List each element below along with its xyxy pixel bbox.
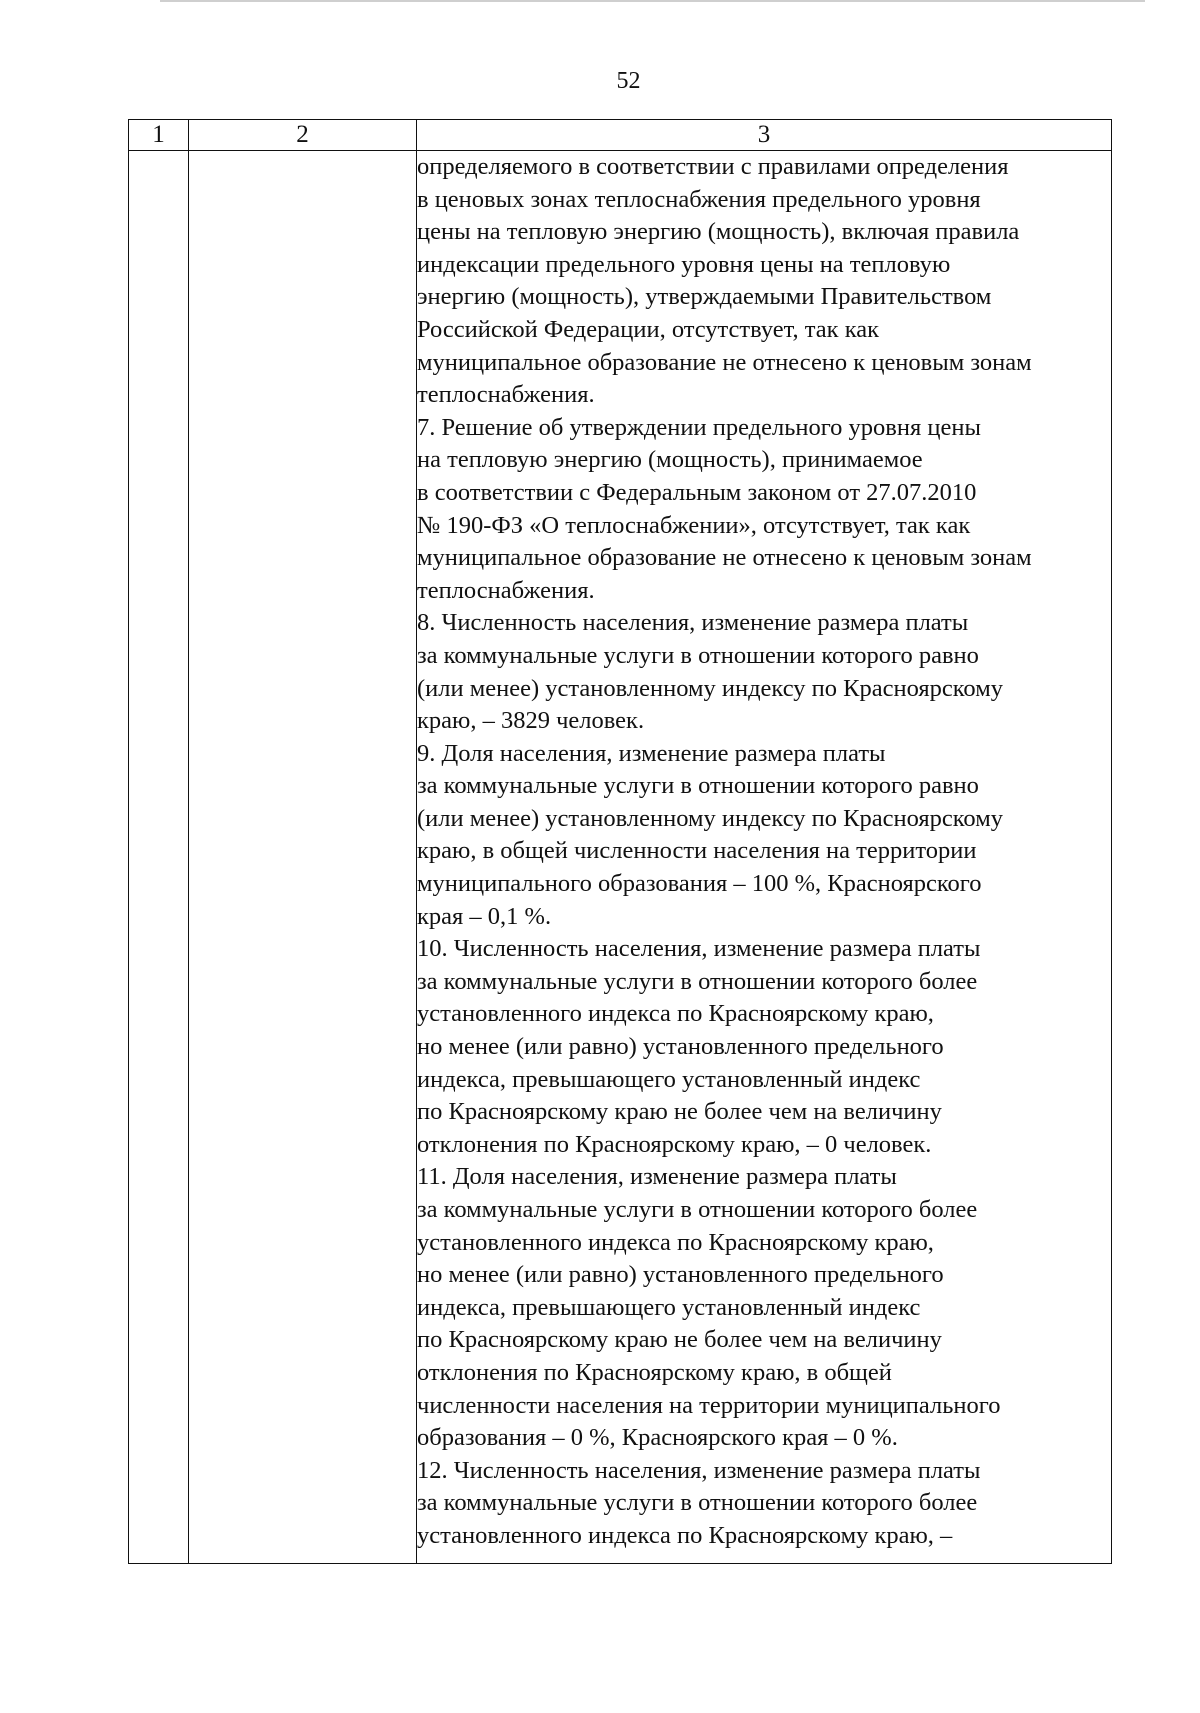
text-line: индексации предельного уровня цены на тепловую (417, 250, 951, 278)
text-line: края – 0,1 %. (417, 902, 552, 930)
text-line: установленного индекса по Красноярскому краю, (417, 1000, 934, 1028)
text-line: (или менее) установленному индексу по Красноярскому (417, 674, 1003, 702)
column-header-2: 2 (189, 120, 417, 151)
table-cell-col3 (417, 151, 1112, 1564)
text-line: за коммунальные услуги в отношении которого более (417, 967, 978, 995)
text-line: 8. Численность населения, изменение размера платы (417, 609, 969, 637)
table-header-row (129, 120, 1112, 151)
text-line: определяемого в соответствии с правилами определения (417, 153, 1009, 180)
text-line: теплоснабжения. (417, 576, 595, 604)
text-line: муниципального образования – 100 %, Красноярского (417, 870, 982, 898)
column-header-3: 3 (417, 120, 1112, 151)
text-line: краю, – 3829 человек. (417, 707, 645, 735)
text-line: 12. Численность населения, изменение размера платы (417, 1456, 981, 1484)
text-line: краю, в общей численности населения на территории (417, 837, 977, 865)
text-line: установленного индекса по Красноярскому краю, (417, 1228, 934, 1256)
table-cell-col1 (129, 151, 189, 1564)
text-line: но менее (или равно) установленного предельного (417, 1261, 944, 1289)
text-line: (или менее) установленному индексу по Красноярскому (417, 804, 1003, 832)
top-edge-rule (160, 0, 1145, 2)
text-line: муниципальное образование не отнесено к ценовым зонам (417, 544, 1032, 572)
text-line: 9. Доля населения, изменение размера платы (417, 739, 886, 767)
text-line: по Красноярскому краю не более чем на величину (417, 1098, 942, 1126)
text-line: индекса, превышающего установленный индекс (417, 1293, 921, 1321)
text-line: отклонения по Красноярскому краю, в общей (417, 1358, 892, 1386)
text-line: установленного индекса по Красноярскому краю, – (417, 1521, 953, 1549)
text-line: теплоснабжения. (417, 381, 595, 409)
text-line: численности населения на территории муниципального (417, 1391, 1001, 1419)
text-line: 10. Численность населения, изменение размера платы (417, 935, 981, 963)
text-line: за коммунальные услуги в отношении которого более (417, 1489, 978, 1517)
text-line: на тепловую энергию (мощность), принимаемое (417, 446, 923, 474)
text-line: за коммунальные услуги в отношении которого равно (417, 641, 979, 669)
text-line: Российской Федерации, отсутствует, так как (417, 315, 880, 343)
table-cell-col2 (189, 151, 417, 1564)
text-line: за коммунальные услуги в отношении которого более (417, 1196, 978, 1223)
text-line: энергию (мощность), утверждаемыми Правительством (417, 283, 992, 311)
text-line: 11. Доля населения, изменение размера платы (417, 1163, 897, 1191)
page-number: 52 (616, 68, 641, 94)
text-line: № 190-ФЗ «О теплоснабжении», отсутствует, так как (417, 511, 971, 539)
text-line: за коммунальные услуги в отношении которого равно (417, 772, 979, 800)
text-line: отклонения по Красноярскому краю, – 0 человек. (417, 1130, 932, 1158)
text-line: образования – 0 %, Красноярского края – 0 %. (417, 1424, 898, 1452)
text-line: цены на тепловую энергию (мощность), включая правила (417, 218, 1020, 246)
text-line: но менее (или равно) установленного предельного (417, 1033, 944, 1061)
text-line: в соответствии с Федеральным законом от 27.07.2010 (417, 478, 977, 506)
text-line: в ценовых зонах теплоснабжения предельного уровня (417, 185, 981, 213)
column-header-1: 1 (129, 120, 189, 151)
text-line: по Красноярскому краю не более чем на величину (417, 1326, 942, 1354)
text-line: муниципальное образование не отнесено к ценовым зонам (417, 348, 1032, 376)
text-line: индекса, превышающего установленный индекс (417, 1065, 921, 1093)
text-line: 7. Решение об утверждении предельного уровня цены (417, 413, 981, 441)
table-row (129, 151, 1112, 1564)
document-table (128, 119, 1112, 1564)
